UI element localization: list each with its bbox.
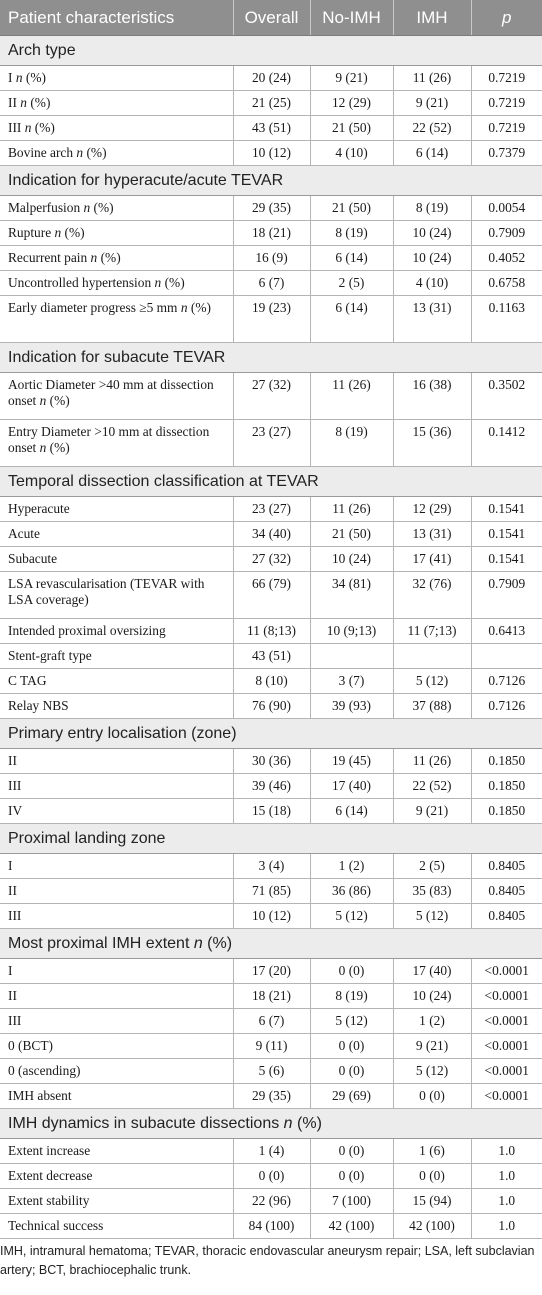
cell-p-value: 0.1850 [471,774,542,799]
cell-overall: 0 (0) [233,1164,310,1189]
table-row [0,1009,542,1034]
section-header [0,824,542,854]
cell-p-value: <0.0001 [471,984,542,1009]
cell-characteristic: 0 (ascending) [0,1059,233,1084]
cell-imh: 1 (6) [393,1139,471,1164]
header-characteristics: Patient characteristics [0,0,233,36]
table-body [0,36,542,1239]
cell-characteristic: II [0,749,233,774]
table-row [0,1214,542,1239]
cell-overall: 27 (32) [233,547,310,572]
cell-overall: 71 (85) [233,879,310,904]
cell-p-value: 0.1163 [471,296,542,343]
table-row [0,774,542,799]
cell-no-imh: 0 (0) [310,959,393,984]
cell-characteristic: C TAG [0,669,233,694]
cell-imh: 8 (19) [393,196,471,221]
cell-p-value: 0.1541 [471,522,542,547]
table-row [0,1059,542,1084]
table-row [0,66,542,91]
cell-no-imh: 6 (14) [310,246,393,271]
cell-no-imh: 0 (0) [310,1059,393,1084]
table-row [0,522,542,547]
cell-no-imh: 36 (86) [310,879,393,904]
section-title: IMH dynamics in subacute dissections n (%) [0,1109,542,1139]
section-title: Most proximal IMH extent n (%) [0,929,542,959]
cell-imh: 15 (94) [393,1189,471,1214]
section-header [0,166,542,196]
cell-p-value: 0.7909 [471,221,542,246]
cell-characteristic: Extent decrease [0,1164,233,1189]
table-row [0,1164,542,1189]
cell-characteristic: I [0,854,233,879]
cell-p-value: 1.0 [471,1139,542,1164]
cell-overall: 20 (24) [233,66,310,91]
section-title: Indication for hyperacute/acute TEVAR [0,166,542,196]
cell-overall: 10 (12) [233,904,310,929]
cell-imh: 15 (36) [393,420,471,467]
table-row [0,572,542,619]
cell-p-value: 0.7126 [471,669,542,694]
table-row [0,879,542,904]
table-row [0,420,542,467]
cell-imh: 4 (10) [393,271,471,296]
cell-characteristic: Stent-graft type [0,644,233,669]
cell-overall: 76 (90) [233,694,310,719]
cell-no-imh: 11 (26) [310,373,393,420]
section-header [0,467,542,497]
cell-overall: 22 (96) [233,1189,310,1214]
cell-characteristic: LSA revascularisation (TEVAR with LSA coverage) [0,572,233,619]
cell-no-imh: 8 (19) [310,221,393,246]
cell-p-value: 0.1541 [471,547,542,572]
cell-p-value: 0.7219 [471,116,542,141]
cell-characteristic: II [0,879,233,904]
cell-imh: 9 (21) [393,799,471,824]
cell-overall: 8 (10) [233,669,310,694]
cell-overall: 11 (8;13) [233,619,310,644]
cell-overall: 10 (12) [233,141,310,166]
cell-no-imh: 7 (100) [310,1189,393,1214]
cell-characteristic: Uncontrolled hypertension n (%) [0,271,233,296]
table-row [0,799,542,824]
cell-no-imh: 0 (0) [310,1139,393,1164]
cell-p-value: <0.0001 [471,1059,542,1084]
cell-p-value: 1.0 [471,1189,542,1214]
section-header [0,36,542,66]
section-header [0,929,542,959]
cell-overall: 34 (40) [233,522,310,547]
cell-imh: 22 (52) [393,774,471,799]
cell-overall: 16 (9) [233,246,310,271]
cell-p-value: 0.4052 [471,246,542,271]
cell-no-imh: 1 (2) [310,854,393,879]
cell-overall: 15 (18) [233,799,310,824]
cell-p-value: 0.7909 [471,572,542,619]
section-header [0,343,542,373]
table-row [0,547,542,572]
cell-characteristic: Technical success [0,1214,233,1239]
cell-imh [393,644,471,669]
cell-imh: 42 (100) [393,1214,471,1239]
table-row [0,904,542,929]
cell-overall: 3 (4) [233,854,310,879]
cell-no-imh: 10 (24) [310,547,393,572]
cell-p-value: 0.8405 [471,904,542,929]
cell-overall: 6 (7) [233,271,310,296]
cell-characteristic: Extent stability [0,1189,233,1214]
table-row [0,271,542,296]
section-header [0,719,542,749]
table-row [0,373,542,420]
cell-characteristic: III [0,774,233,799]
cell-imh: 0 (0) [393,1084,471,1109]
cell-p-value: 1.0 [471,1164,542,1189]
cell-p-value: 0.1541 [471,497,542,522]
cell-imh: 0 (0) [393,1164,471,1189]
cell-no-imh: 42 (100) [310,1214,393,1239]
cell-p-value: 0.8405 [471,879,542,904]
cell-imh: 10 (24) [393,221,471,246]
cell-characteristic: IV [0,799,233,824]
section-title: Primary entry localisation (zone) [0,719,542,749]
cell-characteristic: Rupture n (%) [0,221,233,246]
cell-p-value: 0.0054 [471,196,542,221]
cell-characteristic: III n (%) [0,116,233,141]
cell-p-value [471,644,542,669]
cell-characteristic: Bovine arch n (%) [0,141,233,166]
cell-imh: 37 (88) [393,694,471,719]
cell-overall: 27 (32) [233,373,310,420]
table-row [0,497,542,522]
table-row [0,854,542,879]
cell-no-imh: 0 (0) [310,1034,393,1059]
cell-characteristic: 0 (BCT) [0,1034,233,1059]
cell-characteristic: Hyperacute [0,497,233,522]
cell-characteristic: III [0,1009,233,1034]
cell-p-value: 0.6413 [471,619,542,644]
cell-overall: 43 (51) [233,116,310,141]
cell-overall: 29 (35) [233,1084,310,1109]
cell-imh: 10 (24) [393,246,471,271]
cell-overall: 18 (21) [233,221,310,246]
cell-overall: 39 (46) [233,774,310,799]
cell-imh: 5 (12) [393,1059,471,1084]
cell-p-value: 0.7219 [471,66,542,91]
section-title: Arch type [0,36,542,66]
table-row [0,1084,542,1109]
table-row [0,246,542,271]
cell-no-imh: 29 (69) [310,1084,393,1109]
table-row [0,749,542,774]
cell-no-imh [310,644,393,669]
cell-imh: 1 (2) [393,1009,471,1034]
cell-overall: 17 (20) [233,959,310,984]
cell-imh: 35 (83) [393,879,471,904]
cell-imh: 5 (12) [393,904,471,929]
cell-characteristic: Entry Diameter >10 mm at dissection onset n (%) [0,420,233,467]
cell-no-imh: 11 (26) [310,497,393,522]
cell-no-imh: 4 (10) [310,141,393,166]
cell-no-imh: 6 (14) [310,296,393,343]
table-row [0,221,542,246]
cell-characteristic: I [0,959,233,984]
cell-overall: 23 (27) [233,497,310,522]
cell-no-imh: 39 (93) [310,694,393,719]
cell-imh: 10 (24) [393,984,471,1009]
cell-no-imh: 8 (19) [310,420,393,467]
cell-no-imh: 2 (5) [310,271,393,296]
table-header-row [0,0,542,36]
table-row [0,694,542,719]
cell-imh: 11 (7;13) [393,619,471,644]
cell-overall: 9 (11) [233,1034,310,1059]
cell-characteristic: II [0,984,233,1009]
cell-characteristic: I n (%) [0,66,233,91]
cell-imh: 11 (26) [393,66,471,91]
cell-overall: 84 (100) [233,1214,310,1239]
cell-no-imh: 3 (7) [310,669,393,694]
cell-imh: 16 (38) [393,373,471,420]
table-row [0,1139,542,1164]
header-overall: Overall [233,0,310,36]
cell-no-imh: 34 (81) [310,572,393,619]
section-header [0,1109,542,1139]
table-row [0,959,542,984]
cell-overall: 1 (4) [233,1139,310,1164]
cell-overall: 43 (51) [233,644,310,669]
cell-p-value: 0.1412 [471,420,542,467]
cell-characteristic: II n (%) [0,91,233,116]
cell-overall: 23 (27) [233,420,310,467]
cell-imh: 9 (21) [393,91,471,116]
cell-no-imh: 6 (14) [310,799,393,824]
cell-overall: 5 (6) [233,1059,310,1084]
cell-imh: 6 (14) [393,141,471,166]
cell-no-imh: 19 (45) [310,749,393,774]
table-row [0,619,542,644]
table-row [0,1189,542,1214]
cell-p-value: 0.7379 [471,141,542,166]
cell-characteristic: IMH absent [0,1084,233,1109]
cell-overall: 18 (21) [233,984,310,1009]
cell-p-value: 0.7126 [471,694,542,719]
cell-imh: 9 (21) [393,1034,471,1059]
section-title: Indication for subacute TEVAR [0,343,542,373]
cell-characteristic: Malperfusion n (%) [0,196,233,221]
cell-p-value: 1.0 [471,1214,542,1239]
cell-no-imh: 12 (29) [310,91,393,116]
table-row [0,984,542,1009]
cell-overall: 19 (23) [233,296,310,343]
table-row [0,669,542,694]
cell-p-value: 0.7219 [471,91,542,116]
cell-no-imh: 21 (50) [310,116,393,141]
cell-no-imh: 17 (40) [310,774,393,799]
cell-p-value: <0.0001 [471,1009,542,1034]
header-no-imh: No-IMH [310,0,393,36]
table-row [0,644,542,669]
cell-no-imh: 9 (21) [310,66,393,91]
cell-characteristic: Recurrent pain n (%) [0,246,233,271]
cell-no-imh: 0 (0) [310,1164,393,1189]
cell-overall: 21 (25) [233,91,310,116]
header-imh: IMH [393,0,471,36]
cell-overall: 66 (79) [233,572,310,619]
cell-imh: 12 (29) [393,497,471,522]
table-row [0,196,542,221]
cell-imh: 13 (31) [393,522,471,547]
cell-characteristic: Early diameter progress ≥5 mm n (%) [0,296,233,343]
cell-no-imh: 21 (50) [310,522,393,547]
cell-p-value: 0.6758 [471,271,542,296]
table-row [0,91,542,116]
cell-imh: 5 (12) [393,669,471,694]
cell-p-value: 0.3502 [471,373,542,420]
cell-characteristic: Intended proximal oversizing [0,619,233,644]
table-row [0,116,542,141]
table-row [0,1034,542,1059]
cell-no-imh: 8 (19) [310,984,393,1009]
cell-imh: 11 (26) [393,749,471,774]
cell-imh: 13 (31) [393,296,471,343]
cell-overall: 6 (7) [233,1009,310,1034]
cell-overall: 29 (35) [233,196,310,221]
cell-imh: 32 (76) [393,572,471,619]
cell-no-imh: 5 (12) [310,1009,393,1034]
cell-characteristic: Extent increase [0,1139,233,1164]
table-row [0,296,542,343]
cell-p-value: <0.0001 [471,1084,542,1109]
cell-p-value: <0.0001 [471,959,542,984]
section-title: Temporal dissection classification at TEVAR [0,467,542,497]
section-title: Proximal landing zone [0,824,542,854]
cell-p-value: 0.1850 [471,799,542,824]
cell-p-value: <0.0001 [471,1034,542,1059]
cell-overall: 30 (36) [233,749,310,774]
cell-no-imh: 5 (12) [310,904,393,929]
cell-characteristic: Subacute [0,547,233,572]
cell-no-imh: 21 (50) [310,196,393,221]
cell-imh: 17 (41) [393,547,471,572]
cell-imh: 17 (40) [393,959,471,984]
cell-characteristic: III [0,904,233,929]
cell-p-value: 0.1850 [471,749,542,774]
cell-imh: 2 (5) [393,854,471,879]
cell-imh: 22 (52) [393,116,471,141]
cell-characteristic: Relay NBS [0,694,233,719]
cell-characteristic: Acute [0,522,233,547]
cell-p-value: 0.8405 [471,854,542,879]
table-row [0,141,542,166]
cell-characteristic: Aortic Diameter >40 mm at dissection onset n (%) [0,373,233,420]
cell-no-imh: 10 (9;13) [310,619,393,644]
table-footnote: IMH, intramural hematoma; TEVAR, thoracic endovascular aneurysm repair; LSA, left subclavian artery; BCT, brachiocephalic trunk. [0,1244,535,1277]
header-p-value: p [471,0,542,36]
